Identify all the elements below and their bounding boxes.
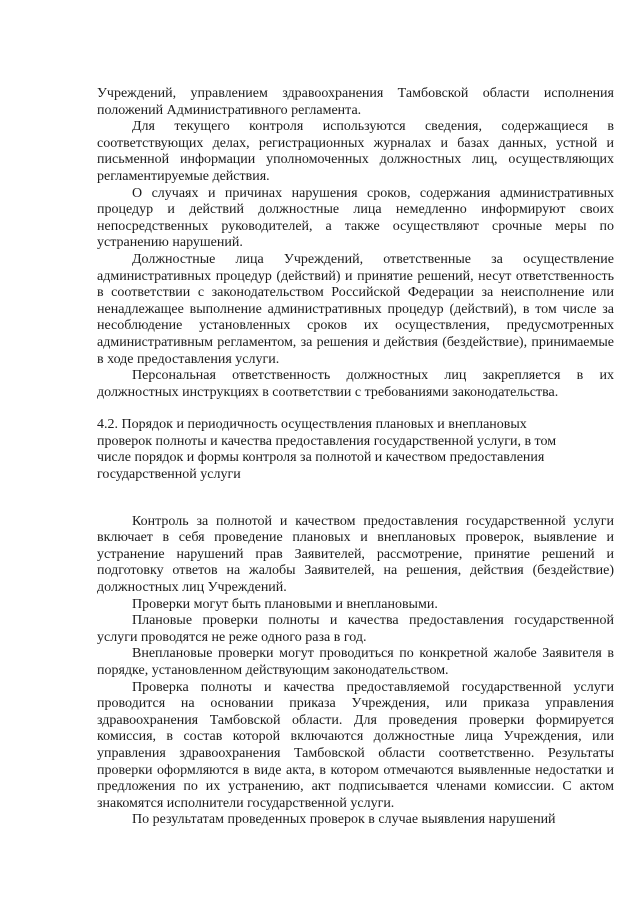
paragraph: Персональная ответственность должностных лиц закрепляется в их должностных инструкциях в соответствии с требованиями законодательства. — [97, 368, 614, 400]
section-heading — [97, 417, 614, 483]
heading-line: числе порядок и формы контроля за полнотой и качеством предоставления — [97, 450, 545, 466]
paragraph: Учреждений, управлением здравоохранения Тамбовской области исполнения положений Административного регламента. — [97, 86, 614, 118]
paragraph: Контроль за полнотой и качеством предоставления государственной услуги включает в себя проведение плановых и внеплановых проверок, выявление и устранение нарушений прав Заявителей, рассмотрение, принятие решений и подготовку ответов на жалобы Заявителей, на решения, действия (бездействие) должностных лиц Учреждений. — [97, 513, 614, 596]
heading-line: 4.2. Порядок и периодичность осуществления плановых и внеплановых — [97, 417, 527, 433]
spacer — [97, 484, 614, 514]
paragraph: Должностные лица Учреждений, ответственные за осуществление административных процедур (действий) и принятие решений, несут ответственность в соответствии с законодательством Российской Федерации за неисполнение или ненадлежащее выполнение административных процедур (действий), в том числе за несоблюдение установленных сроков их осуществления, предусмотренных административным регламентом, за решения и действия (бездействие), принимаемые в ходе предоставления услуги. — [97, 251, 614, 367]
paragraph: По результатам проведенных проверок в случае выявления нарушений — [132, 812, 556, 828]
paragraph: Проверка полноты и качества предоставляемой государственной услуги проводится на основании приказа Учреждения, или приказа управления здравоохранения Тамбовской области. Для проведения проверки формируется комиссия, в состав которой включаются должностные лица Учреждения, или управления здравоохранения Тамбовской области соответственно. Результаты проверки оформляются в виде акта, в котором отмечаются выявленные недостатки и предложения по их устранению, акт подписывается членами комиссии. С актом знакомятся исполнители государственной услуги. — [97, 679, 614, 811]
paragraph: О случаях и причинах нарушения сроков, содержания административных процедур и действий должностные лица немедленно информируют своих непосредственных руководителей, а также осуществляют срочные меры по устранению нарушений. — [97, 185, 614, 251]
paragraphs-top — [97, 86, 614, 401]
paragraph: Для текущего контроля используются сведения, содержащиеся в соответствующих делах, регистрационных журналах и базах данных, устной и письменной информации уполномоченных должностных лиц, осуществляющих регламентируемые действия. — [97, 119, 614, 184]
paragraph: Плановые проверки полноты и качества предоставления государственной услуги проводятся не реже одного раза в год. — [97, 613, 614, 645]
paragraph: Проверки могут быть плановыми и внеплановыми. — [132, 596, 438, 612]
paragraph: Внеплановые проверки могут проводиться по конкретной жалобе Заявителя в порядке, установленном действующим законодательством. — [97, 646, 614, 678]
heading-line: государственной услуги — [97, 467, 241, 483]
document-page — [97, 86, 614, 829]
heading-line: проверок полноты и качества предоставления государственной услуги, в том — [97, 433, 557, 449]
spacer — [97, 401, 614, 417]
paragraphs-bottom — [97, 514, 614, 829]
